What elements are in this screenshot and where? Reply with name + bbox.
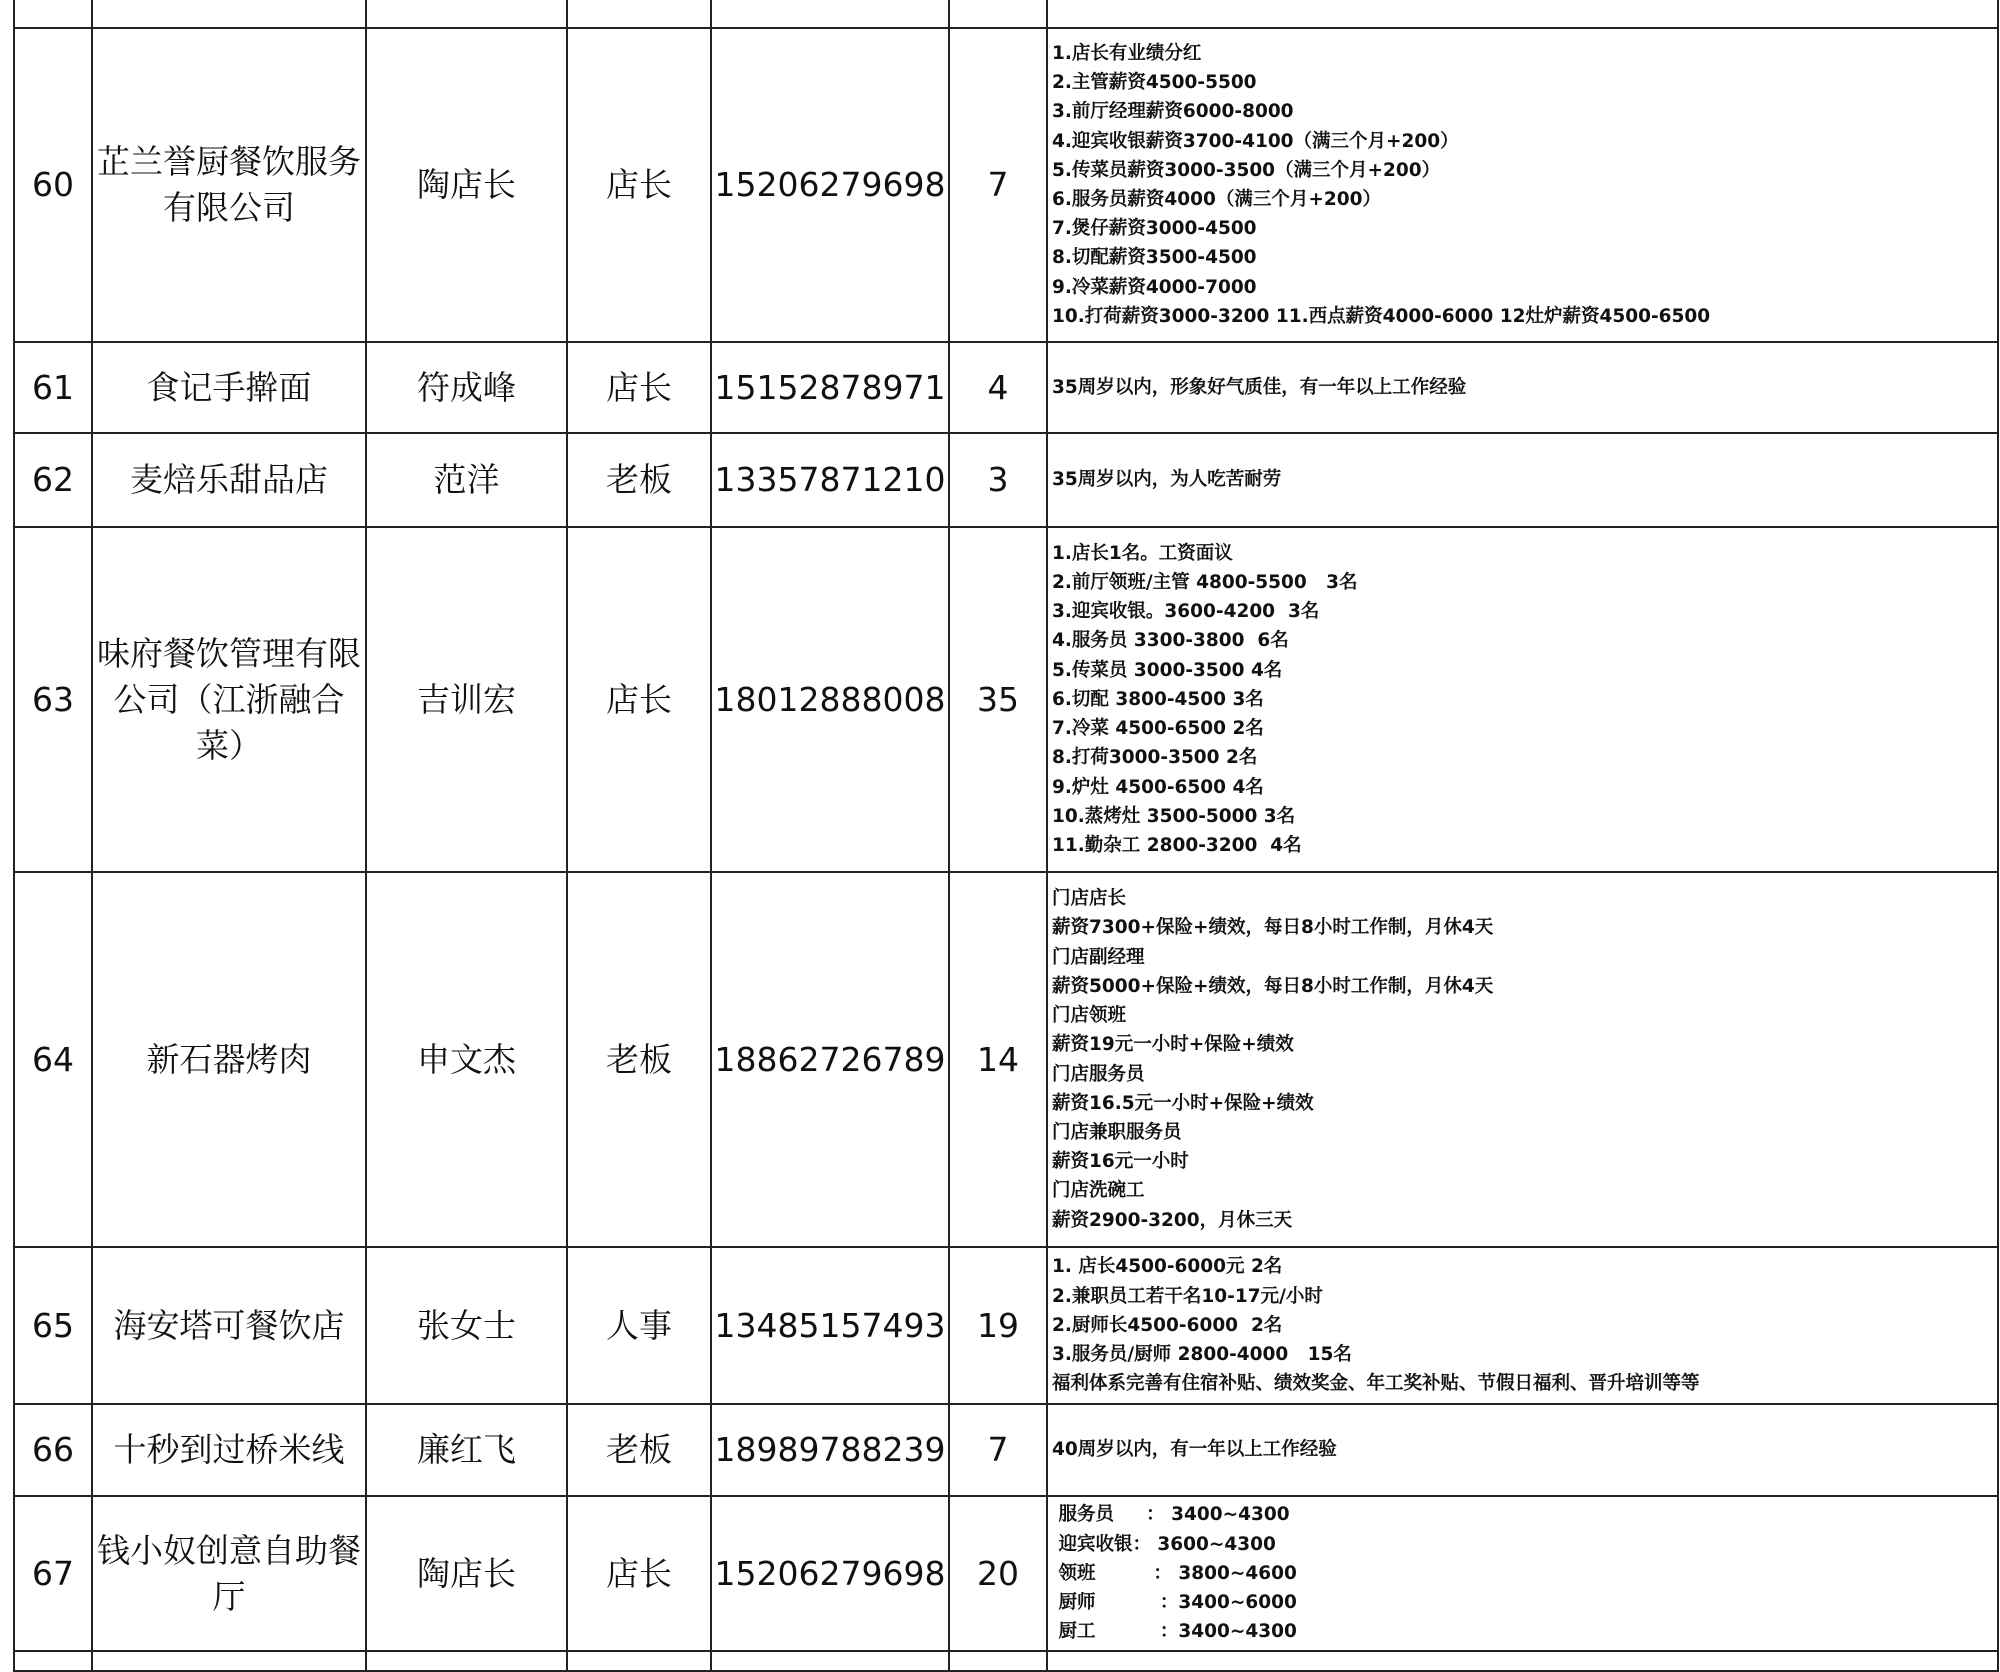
job-detail-line: 10.蒸烤灶 3500-5000 3名 <box>1052 805 1296 827</box>
phone-number: 15206279698 <box>711 1496 949 1651</box>
job-detail-line: 3.前厅经理薪资6000-8000 <box>1052 101 1294 123</box>
row-number: 65 <box>14 1247 92 1404</box>
job-detail-line: 2.厨师长4500-6000 2名 <box>1052 1314 1283 1336</box>
contact-person: 吉训宏 <box>366 527 567 872</box>
company-name: 新石器烤肉 <box>92 872 366 1247</box>
job-detail-line: 厨工 ：3400~4300 <box>1052 1621 1297 1643</box>
job-detail-line: 薪资5000+保险+绩效，每日8小时工作制，月休4天 <box>1052 975 1494 997</box>
company-name: 食记手擀面 <box>92 342 366 433</box>
job-detail-line: 门店服务员 <box>1052 1063 1145 1085</box>
job-detail-line: 薪资7300+保险+绩效，每日8小时工作制，月休4天 <box>1052 917 1494 939</box>
company-name: 麦焙乐甜品店 <box>92 433 366 527</box>
contact-person: 陶店长 <box>366 1496 567 1651</box>
job-detail-line: 1.店长1名。工资面议 <box>1052 542 1233 564</box>
recruitment-table <box>13 0 1999 1672</box>
contact-person: 廉红飞 <box>366 1404 567 1496</box>
contact-person: 申文杰 <box>366 872 567 1247</box>
contact-title: 人事 <box>567 1247 711 1404</box>
job-detail-line: 1.店长有业绩分红 <box>1052 42 1202 64</box>
contact-person: 范洋 <box>366 433 567 527</box>
job-detail-line: 35周岁以内，形象好气质佳，有一年以上工作经验 <box>1052 376 1467 398</box>
job-details <box>1047 1496 1998 1651</box>
job-detail-line: 9.冷菜薪资4000-7000 <box>1052 276 1257 298</box>
job-detail-line: 2.兼职员工若干名10-17元/小时 <box>1052 1285 1323 1307</box>
row-number: 67 <box>14 1496 92 1651</box>
table-row-partial-bottom <box>14 1651 1998 1671</box>
job-detail-line: 薪资16.5元一小时+保险+绩效 <box>1052 1092 1314 1114</box>
job-detail-line: 门店店长 <box>1052 888 1127 910</box>
table-row <box>14 872 1998 1247</box>
phone-number: 18012888008 <box>711 527 949 872</box>
job-details <box>1047 1247 1998 1404</box>
job-detail-line: 3.迎宾收银。3600-4200 3名 <box>1052 601 1320 623</box>
contact-title: 老板 <box>567 1404 711 1496</box>
job-details <box>1047 433 1998 527</box>
job-detail-line: 门店洗碗工 <box>1052 1180 1145 1202</box>
job-detail-line: 8.打荷3000-3500 2名 <box>1052 747 1258 769</box>
hiring-count: 7 <box>949 28 1047 342</box>
job-detail-line: 40周岁以内，有一年以上工作经验 <box>1052 1439 1337 1461</box>
row-number: 61 <box>14 342 92 433</box>
contact-person: 张女士 <box>366 1247 567 1404</box>
row-number: 64 <box>14 872 92 1247</box>
contact-title: 店长 <box>567 28 711 342</box>
job-detail-line: 10.打荷薪资3000-3200 11.西点薪资4000-6000 12灶炉薪资4500-6500 <box>1052 305 1711 327</box>
job-detail-line: 7.冷菜 4500-6500 2名 <box>1052 718 1264 740</box>
job-details <box>1047 28 1998 342</box>
job-details <box>1047 1404 1998 1496</box>
contact-title: 老板 <box>567 872 711 1247</box>
company-name: 十秒到过桥米线 <box>92 1404 366 1496</box>
table-row <box>14 1247 1998 1404</box>
job-detail-line: 薪资19元一小时+保险+绩效 <box>1052 1034 1294 1056</box>
job-detail-line: 迎宾收银： 3600~4300 <box>1052 1533 1276 1555</box>
phone-number: 18862726789 <box>711 872 949 1247</box>
table-row-partial-top <box>14 0 1998 28</box>
job-detail-line: 2.前厅领班/主管 4800-5500 3名 <box>1052 572 1358 594</box>
job-detail-line: 5.传菜员 3000-3500 4名 <box>1052 659 1283 681</box>
job-detail-line: 35周岁以内，为人吃苦耐劳 <box>1052 469 1282 491</box>
job-detail-line: 9.炉灶 4500-6500 4名 <box>1052 776 1264 798</box>
job-details <box>1047 342 1998 433</box>
phone-number: 15206279698 <box>711 28 949 342</box>
job-detail-line: 门店领班 <box>1052 1005 1127 1027</box>
contact-person: 符成峰 <box>366 342 567 433</box>
hiring-count: 4 <box>949 342 1047 433</box>
row-number: 62 <box>14 433 92 527</box>
job-detail-line: 厨师 ：3400~6000 <box>1052 1592 1297 1614</box>
contact-title: 店长 <box>567 527 711 872</box>
row-number: 66 <box>14 1404 92 1496</box>
job-detail-line: 服务员 ： 3400~4300 <box>1052 1504 1290 1526</box>
hiring-count: 7 <box>949 1404 1047 1496</box>
row-number: 60 <box>14 28 92 342</box>
contact-person: 陶店长 <box>366 28 567 342</box>
phone-number: 15152878971 <box>711 342 949 433</box>
table-row <box>14 527 1998 872</box>
company-name: 味府餐饮管理有限公司（江浙融合菜） <box>92 527 366 872</box>
job-detail-line: 7.煲仔薪资3000-4500 <box>1052 218 1257 240</box>
job-detail-line: 6.服务员薪资4000（满三个月+200） <box>1052 189 1382 210</box>
job-detail-line: 福利体系完善有住宿补贴、绩效奖金、年工奖补贴、节假日福利、晋升培训等等 <box>1052 1373 1700 1395</box>
company-name: 芷兰誉厨餐饮服务有限公司 <box>92 28 366 342</box>
table-row <box>14 342 1998 433</box>
job-detail-line: 5.传菜员薪资3000-3500（满三个月+200） <box>1052 159 1441 181</box>
contact-title: 店长 <box>567 1496 711 1651</box>
table-row <box>14 1404 1998 1496</box>
phone-number: 18989788239 <box>711 1404 949 1496</box>
job-detail-line: 6.切配 3800-4500 3名 <box>1052 688 1264 710</box>
hiring-count: 35 <box>949 527 1047 872</box>
hiring-count: 14 <box>949 872 1047 1247</box>
row-number: 63 <box>14 527 92 872</box>
table-row <box>14 433 1998 527</box>
job-detail-line: 4.迎宾收银薪资3700-4100（满三个月+200） <box>1052 130 1459 152</box>
job-detail-line: 11.勤杂工 2800-3200 4名 <box>1052 834 1302 856</box>
job-detail-line: 领班 ： 3800~4600 <box>1052 1562 1297 1584</box>
job-detail-line: 2.主管薪资4500-5500 <box>1052 72 1257 94</box>
job-detail-line: 8.切配薪资3500-4500 <box>1052 247 1257 269</box>
job-detail-line: 薪资16元一小时 <box>1052 1151 1189 1173</box>
job-detail-line: 门店副经理 <box>1052 946 1145 968</box>
job-detail-line: 1. 店长4500-6000元 2名 <box>1052 1256 1283 1278</box>
phone-number: 13357871210 <box>711 433 949 527</box>
hiring-count: 19 <box>949 1247 1047 1404</box>
table-row <box>14 28 1998 342</box>
company-name: 钱小奴创意自助餐厅 <box>92 1496 366 1651</box>
contact-title: 店长 <box>567 342 711 433</box>
job-detail-line: 薪资2900-3200，月休三天 <box>1052 1209 1293 1231</box>
job-details <box>1047 527 1998 872</box>
hiring-count: 3 <box>949 433 1047 527</box>
company-name: 海安塔可餐饮店 <box>92 1247 366 1404</box>
job-detail-line: 4.服务员 3300-3800 6名 <box>1052 630 1289 652</box>
table-row <box>14 1496 1998 1651</box>
job-detail-line: 门店兼职服务员 <box>1052 1121 1182 1143</box>
contact-title: 老板 <box>567 433 711 527</box>
hiring-count: 20 <box>949 1496 1047 1651</box>
job-details <box>1047 872 1998 1247</box>
phone-number: 13485157493 <box>711 1247 949 1404</box>
job-detail-line: 3.服务员/厨师 2800-4000 15名 <box>1052 1344 1352 1366</box>
